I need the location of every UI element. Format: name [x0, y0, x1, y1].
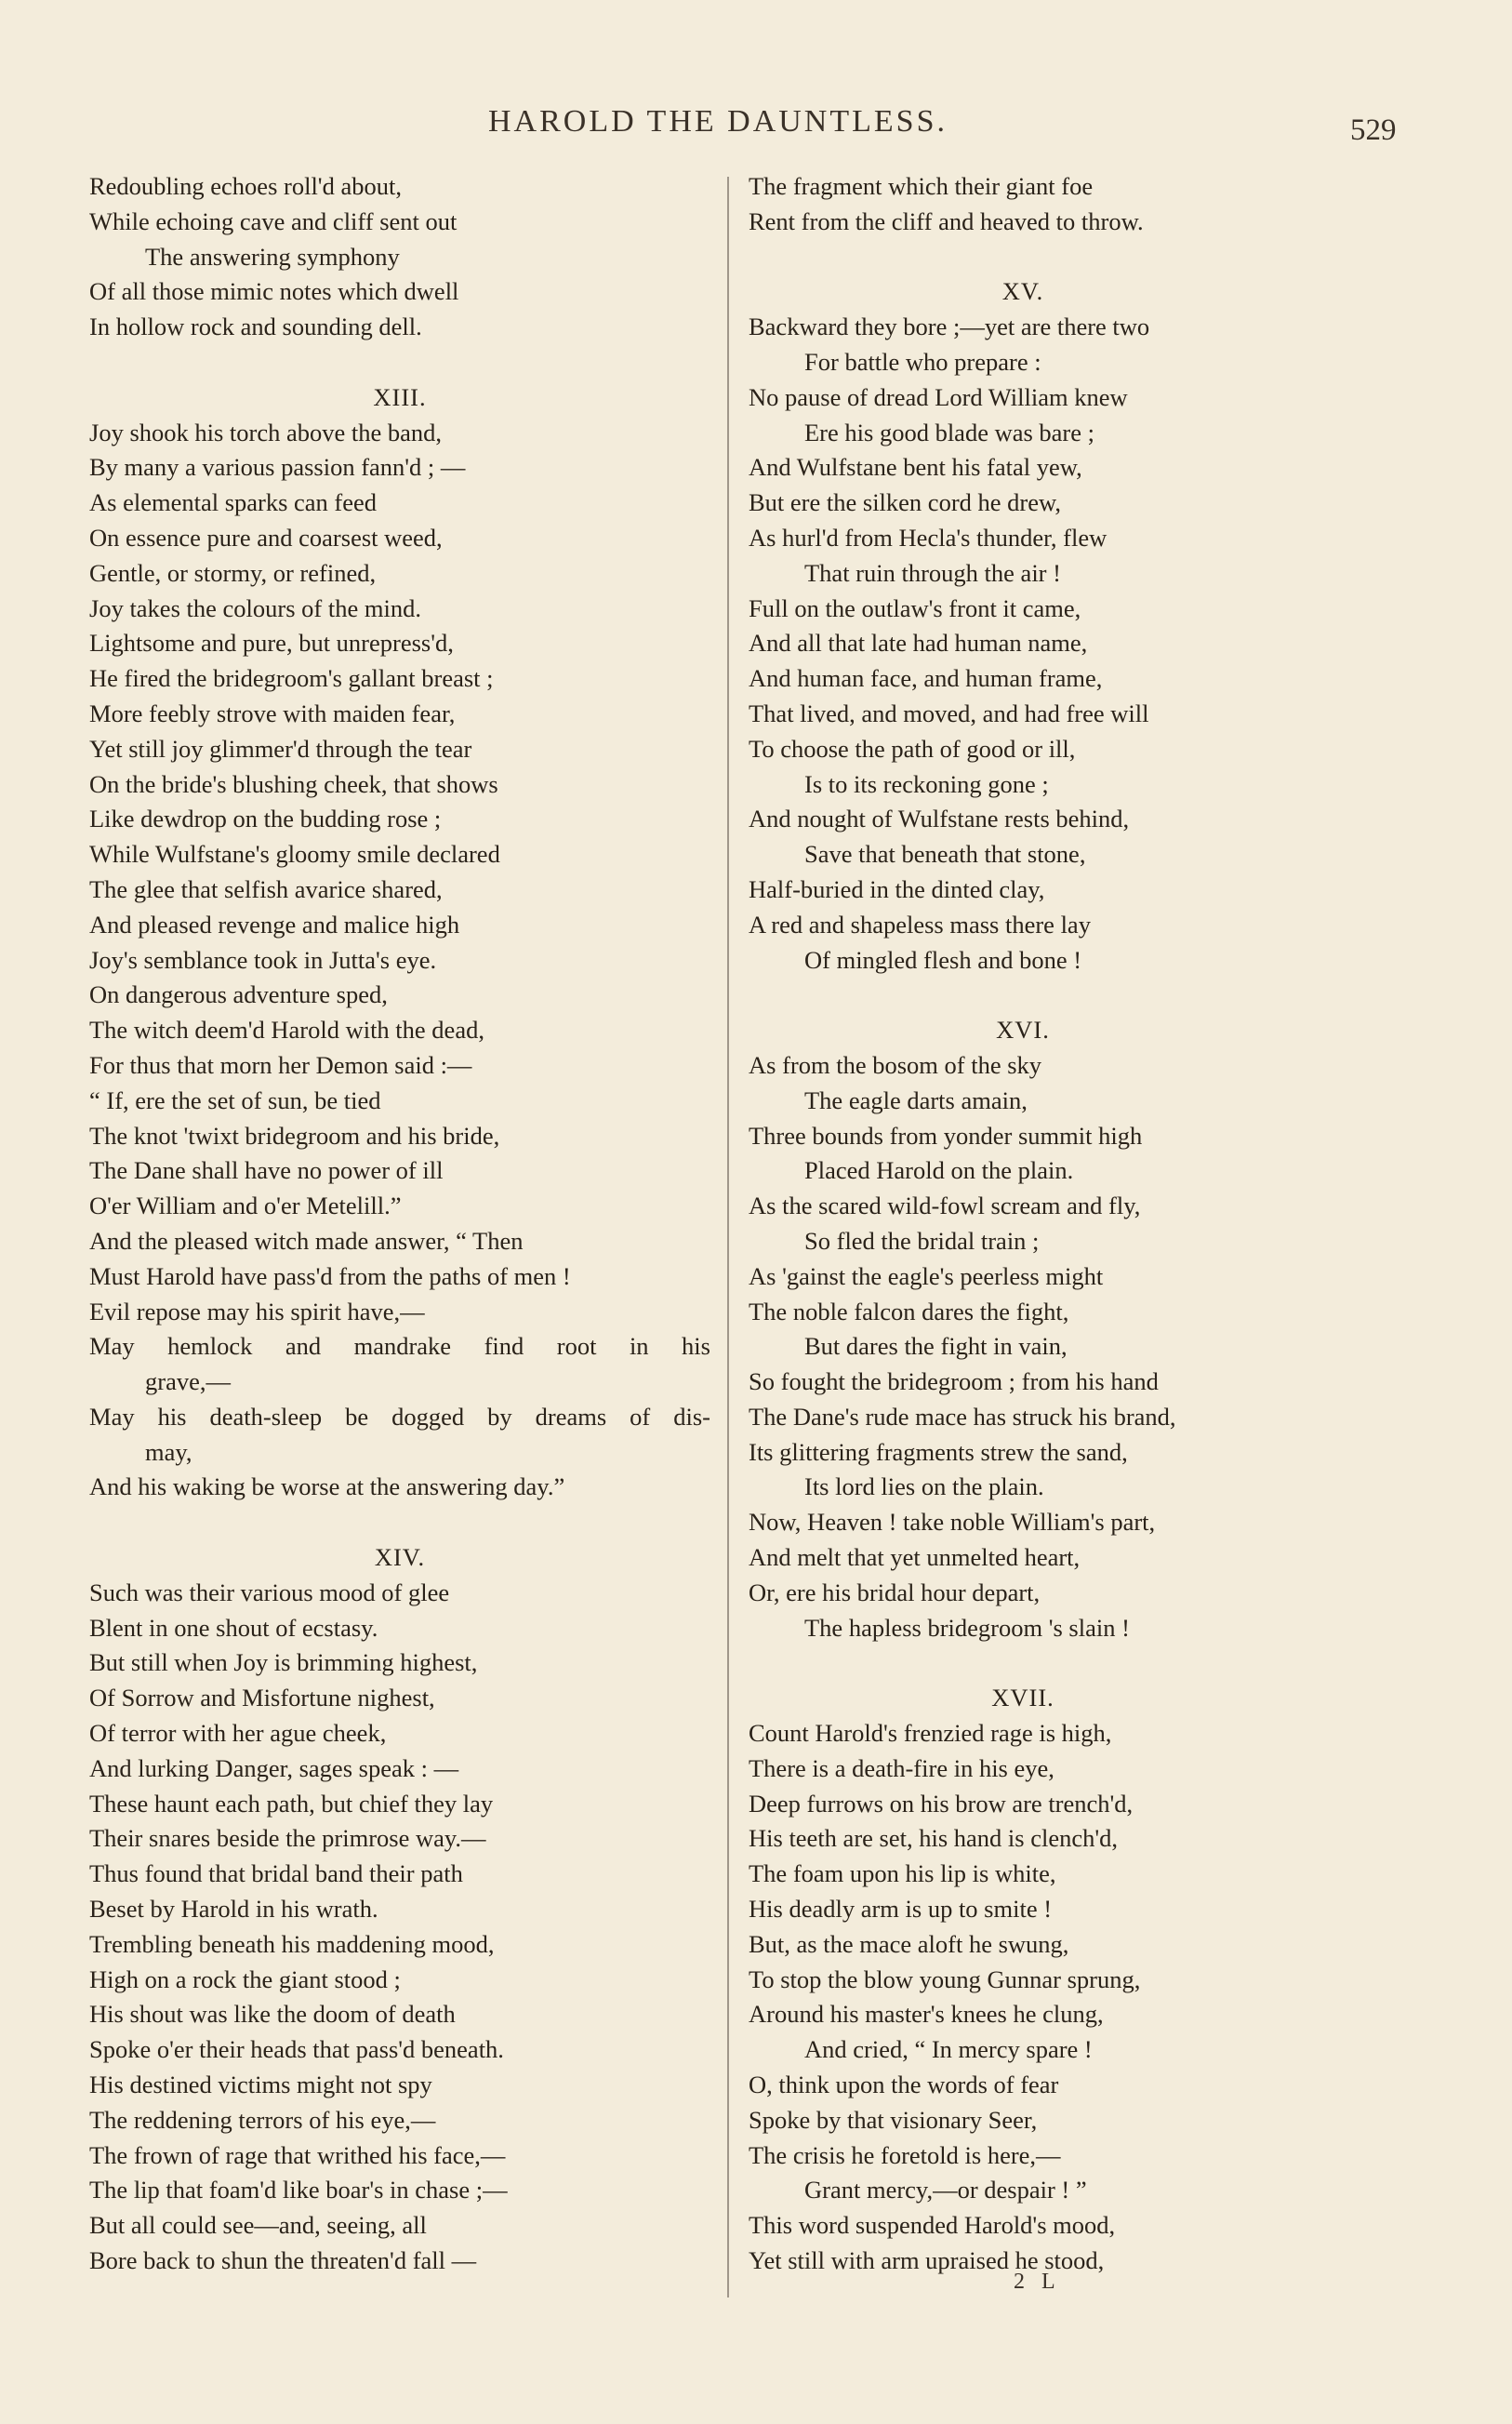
verse-line: O, think upon the words of fear: [749, 2071, 1059, 2099]
verse-line: And melt that yet unmelted heart,: [749, 1543, 1081, 1572]
verse-line: The Dane's rude mace has struck his brand,: [749, 1402, 1176, 1431]
verse-line: Spoke o'er their heads that pass'd beneath.: [89, 2035, 504, 2064]
verse-line: Blent in one shout of ecstasy.: [89, 1613, 378, 1642]
verse-line: Gentle, or stormy, or refined,: [89, 558, 377, 587]
verse-line: Around his master's knees he clung,: [749, 2000, 1104, 2029]
stanza: [749, 169, 1297, 240]
verse-line: O'er William and o'er Metelill.”: [89, 1192, 402, 1220]
verse-line: Of all those mimic notes which dwell: [89, 277, 459, 306]
verse-line: On the bride's blushing cheek, that shows: [89, 769, 498, 798]
verse-line: This word suspended Harold's mood,: [749, 2211, 1116, 2240]
verse-line: may,: [145, 1437, 192, 1466]
verse-line: The Dane shall have no power of ill: [89, 1156, 444, 1185]
verse-line: His shout was like the doom of death: [89, 2000, 456, 2029]
stanza-heading: XV.: [1001, 277, 1044, 306]
verse-line: Now, Heaven ! take noble William's part,: [749, 1508, 1156, 1537]
verse-line: Full on the outlaw's front it came,: [749, 593, 1081, 622]
verse-line: Yet still with arm upraised he stood,: [749, 2246, 1105, 2275]
verse-line: While Wulfstane's gloomy smile declared: [89, 840, 500, 869]
verse-line: But ere the silken cord he drew,: [749, 488, 1062, 517]
verse-line: As hurl'd from Hecla's thunder, flew: [749, 523, 1107, 552]
verse-line: In hollow rock and sounding dell.: [89, 313, 422, 341]
verse-line: As from the bosom of the sky: [749, 1050, 1042, 1079]
stanza-heading: XIII.: [373, 382, 427, 411]
verse-line: As 'gainst the eagle's peerless might: [749, 1261, 1104, 1290]
verse-line: But all could see—and, seeing, all: [89, 2211, 427, 2240]
verse-line: The lip that foam'd like boar's in chase ;—: [89, 2176, 508, 2204]
verse-line: But still when Joy is brimming highest,: [89, 1648, 478, 1677]
verse-line: May his death-sleep be dogged by dreams of dis-: [89, 1402, 710, 1431]
verse-line: Or, ere his bridal hour depart,: [749, 1578, 1041, 1606]
verse-line: Redoubling echoes roll'd about,: [89, 172, 402, 200]
verse-line: Grant mercy,—or despair ! ”: [804, 2176, 1087, 2204]
verse-line: “ If, ere the set of sun, be tied: [89, 1085, 381, 1114]
verse-line: Bore back to shun the threaten'd fall —: [89, 2246, 477, 2275]
running-title: HAROLD THE DAUNTLESS.: [488, 104, 948, 139]
verse-line: To stop the blow young Gunnar sprung,: [749, 1965, 1141, 1993]
verse-line: Must Harold have pass'd from the paths of men !: [89, 1261, 571, 1290]
verse-line: And his waking be worse at the answering day.”: [89, 1472, 565, 1501]
verse-line: The eagle darts amain,: [804, 1085, 1028, 1114]
verse-line: Joy takes the colours of the mind.: [89, 593, 421, 622]
verse-line: The knot 'twixt bridegroom and his bride,: [89, 1121, 500, 1150]
verse-line: Its glittering fragments strew the sand,: [749, 1437, 1128, 1466]
signature-mark: 2 L: [1014, 2270, 1061, 2294]
stanza: [89, 169, 710, 345]
verse-line: More feebly strove with maiden fear,: [89, 699, 456, 727]
verse-line: So fought the bridegroom ; from his hand: [749, 1367, 1159, 1396]
verse-line: As the scared wild-fowl scream and fly,: [749, 1192, 1141, 1220]
verse-line: Joy shook his torch above the band,: [89, 418, 443, 446]
verse-line: His destined victims might not spy: [89, 2071, 432, 2099]
verse-line: A red and shapeless mass there lay: [749, 910, 1091, 939]
verse-line: High on a rock the giant stood ;: [89, 1965, 401, 1993]
verse-line: Thus found that bridal band their path: [89, 1859, 463, 1888]
verse-line: As elemental sparks can feed: [89, 488, 378, 517]
verse-line: Deep furrows on his brow are trench'd,: [749, 1789, 1134, 1818]
verse-line: Beset by Harold in his wrath.: [89, 1895, 378, 1924]
verse-line: These haunt each path, but chief they lay: [89, 1789, 494, 1818]
verse-line: Their snares beside the primrose way.—: [89, 1824, 486, 1853]
verse-line: Backward they bore ;—yet are there two: [749, 313, 1150, 341]
verse-line: The reddening terrors of his eye,—: [89, 2105, 436, 2134]
verse-line: Lightsome and pure, but unrepress'd,: [89, 629, 454, 658]
verse-line: And all that late had human name,: [749, 629, 1088, 658]
verse-line: While echoing cave and cliff sent out: [89, 206, 458, 235]
verse-line: Is to its reckoning gone ;: [804, 769, 1049, 798]
verse-line: Such was their various mood of glee: [89, 1578, 450, 1606]
stanza-heading: XIV.: [374, 1543, 426, 1572]
verse-line: And nought of Wulfstane rests behind,: [749, 805, 1130, 833]
stanza: [749, 274, 1297, 978]
left-column: [89, 169, 710, 2279]
verse-line: And Wulfstane bent his fatal yew,: [749, 453, 1082, 482]
verse-line: That ruin through the air !: [804, 558, 1061, 587]
verse-line: By many a various passion fann'd ; —: [89, 453, 466, 482]
column-divider: [727, 177, 729, 2297]
verse-line: Yet still joy glimmer'd through the tear: [89, 734, 472, 763]
verse-line: The answering symphony: [145, 242, 400, 271]
page-header: [0, 104, 1512, 160]
verse-line: And pleased revenge and malice high: [89, 910, 460, 939]
verse-line: Its lord lies on the plain.: [804, 1472, 1044, 1501]
verse-line: The foam upon his lip is white,: [749, 1859, 1056, 1888]
verse-line: Three bounds from yonder summit high: [749, 1121, 1143, 1150]
verse-line: Joy's semblance took in Jutta's eye.: [89, 945, 437, 974]
verse-line: He fired the bridegroom's gallant breast ;: [89, 664, 494, 693]
verse-line: To choose the path of good or ill,: [749, 734, 1076, 763]
verse-line: Half-buried in the dinted clay,: [749, 874, 1045, 903]
stanza-heading: XVII.: [991, 1684, 1054, 1712]
verse-line: His teeth are set, his hand is clench'd,: [749, 1824, 1119, 1853]
verse-line: The hapless bridegroom 's slain !: [804, 1613, 1130, 1642]
verse-line: On essence pure and coarsest weed,: [89, 523, 443, 552]
verse-line: But, as the mace aloft he swung,: [749, 1929, 1069, 1958]
verse-line: And lurking Danger, sages speak : —: [89, 1753, 459, 1782]
stanza-heading: XVI.: [996, 1016, 1050, 1045]
verse-line: Count Harold's frenzied rage is high,: [749, 1719, 1112, 1748]
verse-line: Like dewdrop on the budding rose ;: [89, 805, 442, 833]
verse-line: Trembling beneath his maddening mood,: [89, 1929, 495, 1958]
verse-line: The witch deem'd Harold with the dead,: [89, 1016, 484, 1045]
verse-line: Spoke by that visionary Seer,: [749, 2105, 1038, 2134]
verse-line: The noble falcon dares the fight,: [749, 1297, 1069, 1325]
verse-line: For thus that morn her Demon said :—: [89, 1050, 472, 1079]
verse-line: May hemlock and mandrake find root in his: [89, 1332, 710, 1361]
verse-line: But dares the fight in vain,: [804, 1332, 1068, 1361]
verse-line: grave,—: [145, 1367, 231, 1396]
verse-line: And cried, “ In mercy spare !: [804, 2035, 1093, 2064]
verse-line: The frown of rage that writhed his face,—: [89, 2140, 506, 2169]
verse-line: Of mingled flesh and bone !: [804, 945, 1082, 974]
verse-line: On dangerous adventure sped,: [89, 980, 388, 1009]
verse-line: The crisis he foretold is here,—: [749, 2140, 1061, 2169]
verse-line: That lived, and moved, and had free will: [749, 699, 1149, 727]
verse-line: Of terror with her ague cheek,: [89, 1719, 387, 1748]
verse-line: There is a death-fire in his eye,: [749, 1753, 1054, 1782]
verse-line: No pause of dread Lord William knew: [749, 382, 1128, 411]
stanza: [89, 1540, 710, 2279]
verse-line: Rent from the cliff and heaved to throw.: [749, 206, 1144, 235]
verse-line: Of Sorrow and Misfortune nighest,: [89, 1684, 435, 1712]
verse-line: Placed Harold on the plain.: [804, 1156, 1074, 1185]
right-column: [749, 169, 1297, 2279]
stanza: [89, 380, 710, 1506]
verse-line: Save that beneath that stone,: [804, 840, 1086, 869]
stanza: [749, 1681, 1297, 2279]
stanza: [749, 1013, 1297, 1645]
verse-line: The glee that selfish avarice shared,: [89, 874, 443, 903]
verse-line: And human face, and human frame,: [749, 664, 1103, 693]
verse-line: For battle who prepare :: [804, 347, 1041, 376]
verse-line: The fragment which their giant foe: [749, 172, 1094, 200]
page-number: 529: [1350, 113, 1397, 147]
verse-line: His deadly arm is up to smite !: [749, 1895, 1053, 1924]
verse-line: Ere his good blade was bare ;: [804, 418, 1095, 446]
verse-line: Evil repose may his spirit have,—: [89, 1297, 425, 1325]
verse-line: So fled the bridal train ;: [804, 1226, 1040, 1255]
verse-line: And the pleased witch made answer, “ Then: [89, 1226, 524, 1255]
